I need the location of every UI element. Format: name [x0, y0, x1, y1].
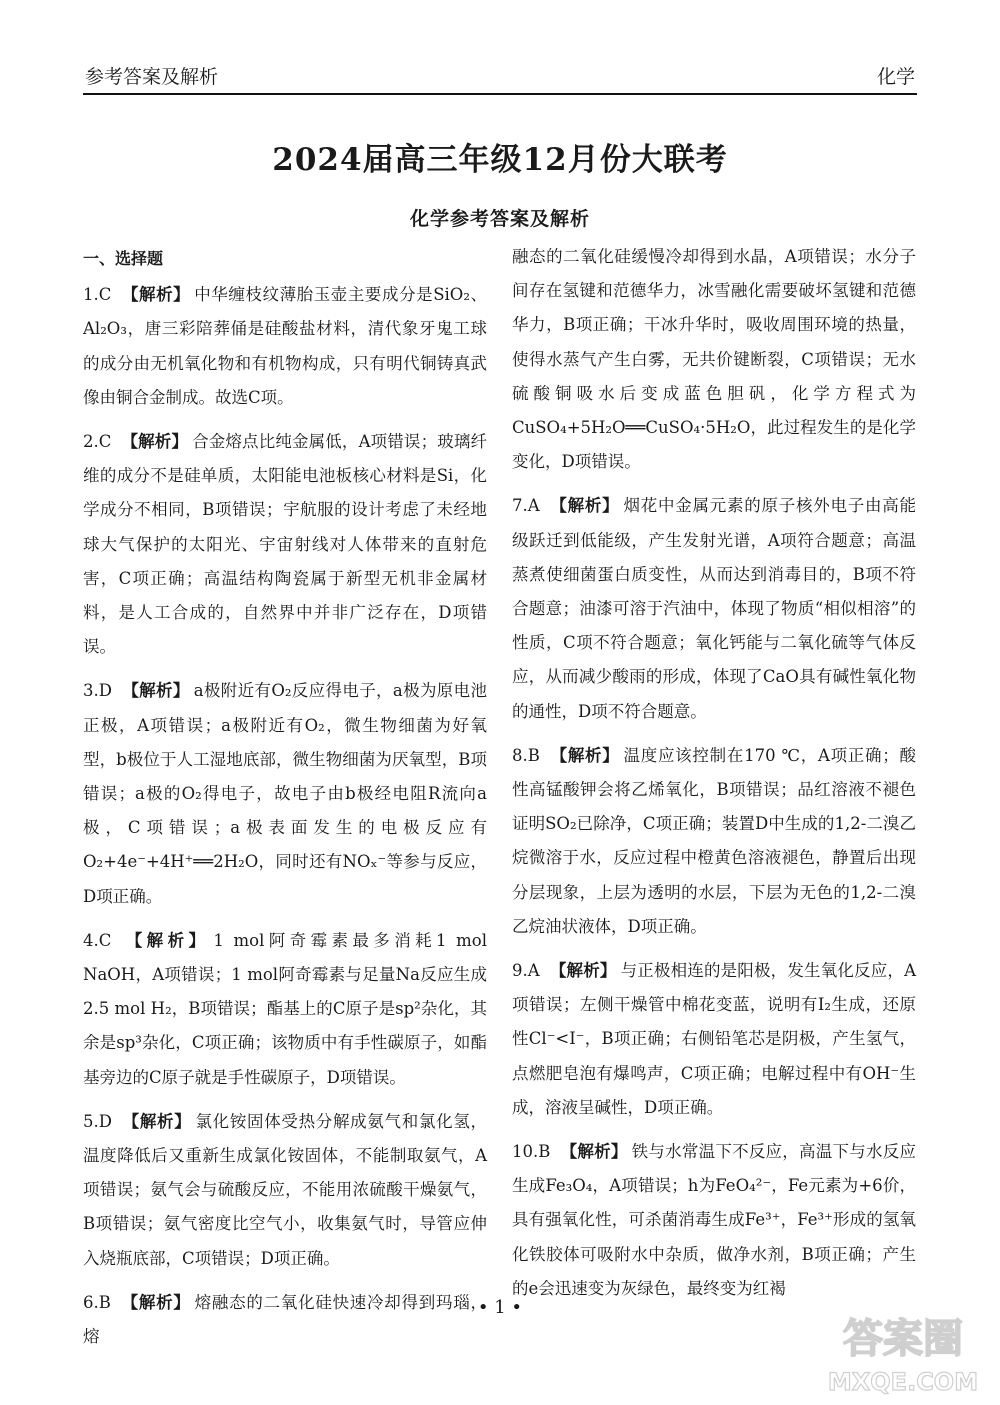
- answer-item: [83, 425, 487, 664]
- answer-item: [83, 924, 487, 1095]
- analysis-tag: 【解析】: [121, 285, 191, 305]
- answer-text: 温度应该控制在170 ℃，A项正确；酸性高锰酸钾会将乙烯氧化，B项错误；品红溶液不褪色证明SO₂已除净，C项正确；装置D中生成的1,2-二溴乙烷微溶于水，反应过程中橙黄色溶液褪色，静置后出现分层现象，上层为透明的水层，下层为无色的1,2-二溴乙烷油状液体，D项正确。: [512, 745, 916, 936]
- answer-text: 熔融态的二氧化硅快速冷却得到玛瑙，熔: [83, 1292, 488, 1347]
- document-subtitle: 化学参考答案及解析: [409, 208, 590, 230]
- analysis-tag: 【解析】: [121, 681, 190, 701]
- analysis-tag: 【解析】: [560, 1142, 628, 1162]
- answer-item: [83, 278, 487, 415]
- watermark-logo: [818, 1310, 988, 1398]
- analysis-tag: 【解析】: [549, 961, 617, 981]
- answer-text: 中华缠枝纹薄胎玉壶主要成分是SiO₂、Al₂O₃，唐三彩陪葬俑是硅酸盐材料，清代象牙鬼工球的成分由无机氧化物和有机物构成，只有明代铜铸真武像由铜合金制成。故选C项。: [83, 285, 487, 407]
- answer-number: 5.D: [83, 1111, 112, 1131]
- answer-number: 3.D: [83, 681, 112, 701]
- answer-item: [512, 489, 916, 728]
- analysis-tag: 【解析】: [121, 432, 189, 452]
- page-header: [83, 60, 917, 90]
- analysis-tag: 【解析】: [549, 745, 620, 765]
- answer-number: 1.C: [83, 285, 112, 305]
- answer-number: 2.C: [83, 432, 112, 452]
- answer-number: 7.A: [512, 496, 540, 516]
- answer-item: [512, 954, 916, 1125]
- watermark-line2: MXQE.COM: [827, 1368, 979, 1396]
- answer-text: 铁与水常温下不反应，高温下与水反应生成Fe₃O₄，A项错误；h为FeO₄²⁻，Fe元素为+6价，具有强氧化性，可杀菌消毒生成Fe³⁺，Fe³⁺形成的氢氧化铁胶体可吸附水中杂质，做净水剂，B项正确；产生的e会迅速变为灰绿色，最终变为红褐: [512, 1142, 917, 1298]
- answer-number: 8.B: [512, 745, 540, 765]
- answer-item: [512, 1135, 916, 1306]
- answer-text: 合金熔点比纯金属低，A项错误；玻璃纤维的成分不是硅单质，太阳能电池板核心材料是Si，化学成分不相同，B项错误；宇航服的设计考虑了未经地球大气保护的太阳光、宇宙射线对人体带来的直射危害，C项正确；高温结构陶瓷属于新型无机非金属材料，是人工合成的，自然界中并非广泛存在，D项错误。: [83, 432, 488, 657]
- analysis-tag: 【解析】: [121, 930, 210, 950]
- analysis-tag: 【解析】: [121, 1111, 192, 1131]
- answer-number: 9.A: [512, 961, 540, 981]
- answer-item: [512, 739, 916, 944]
- answer-number: 6.B: [83, 1292, 111, 1312]
- document-title: 2024届高三年级12月份大联考: [272, 142, 728, 178]
- header-right: 化学: [876, 66, 915, 88]
- answer-number: 10.B: [512, 1142, 551, 1162]
- left-column: [83, 242, 487, 1364]
- right-column: [512, 240, 916, 1316]
- answer-item-continued: [512, 240, 916, 479]
- page-number: • 1 •: [477, 1297, 523, 1318]
- answer-text: 烟花中金属元素的原子核外电子由高能级跃迁到低能级，产生发射光谱，A项符合题意；高温蒸煮使细菌蛋白质变性，从而达到消毒目的，B项不符合题意；油漆可溶于汽油中，体现了物质“相似相溶”的性质，C项不符合题意；氧化钙能与二氧化硫等气体反应，从而减少酸雨的形成，体现了CaO具有碱性氧化物的通性，D项不符合题意。: [512, 496, 917, 721]
- analysis-tag: 【解析】: [120, 1292, 191, 1312]
- analysis-tag: 【解析】: [549, 496, 620, 516]
- header-rule: [83, 93, 917, 95]
- answer-number: 4.C: [83, 930, 112, 950]
- answer-text: 氯化铵固体受热分解成氨气和氯化氢，温度降低后又重新生成氯化铵固体，不能制取氨气，A项错误；氨气会与硫酸反应，不能用浓硫酸干燥氨气，B项错误；氨气密度比空气小，收集氨气时，导管应伸入烧瓶底部，C项错误；D项正确。: [83, 1111, 488, 1268]
- answer-text: 1 mol阿奇霉素最多消耗1 mol NaOH，A项错误；1 mol阿奇霉素与足量Na反应生成2.5 mol H₂，B项错误；酯基上的C原子是sp²杂化，其余是sp³杂化，C项正确；该物质中有手性碳原子，如酯基旁边的C原子就是手性碳原子，D项错误。: [83, 930, 488, 1087]
- answer-text: a极附近有O₂反应得电子，a极为原电池正极，A项错误；a极附近有O₂，微生物细菌为好氧型，b极位于人工湿地底部，微生物细菌为厌氧型，B项错误；a极的O₂得电子，故电子由b极经电阻R流向a极，C项错误；a极表面发生的电极反应有O₂+4e⁻+4H⁺══2H₂O，同时还有NOₓ⁻等参与反应，D项正确。: [83, 681, 487, 906]
- answer-item: [83, 674, 487, 913]
- watermark-line1: 答案圈: [843, 1316, 963, 1362]
- section-heading: 一、选择题: [83, 249, 164, 268]
- answer-text: 与正极相连的是阳极，发生氧化反应，A项错误；左侧干燥管中棉花变蓝，说明有I₂生成，还原性Cl⁻<I⁻，B项正确；右侧铅笔芯是阴极，产生氢气，点燃肥皂泡有爆鸣声，C项正确；电解过程中有OH⁻生成，溶液呈碱性，D项正确。: [512, 961, 916, 1117]
- answer-text: 融态的二氧化硅缓慢冷却得到水晶，A项错误；水分子间存在氢键和范德华力，冰雪融化需要破坏氢键和范德华力，B项正确；干冰升华时，吸收周围环境的热量，使得水蒸气产生白雾，无共价键断裂，C项错误；无水硫酸铜吸水后变成蓝色胆矾，化学方程式为CuSO₄+5H₂O══CuSO₄·5H₂O，此过程发生的是化学变化，D项错误。: [512, 247, 916, 472]
- answer-item: [83, 1105, 487, 1276]
- header-left: 参考答案及解析: [85, 66, 219, 88]
